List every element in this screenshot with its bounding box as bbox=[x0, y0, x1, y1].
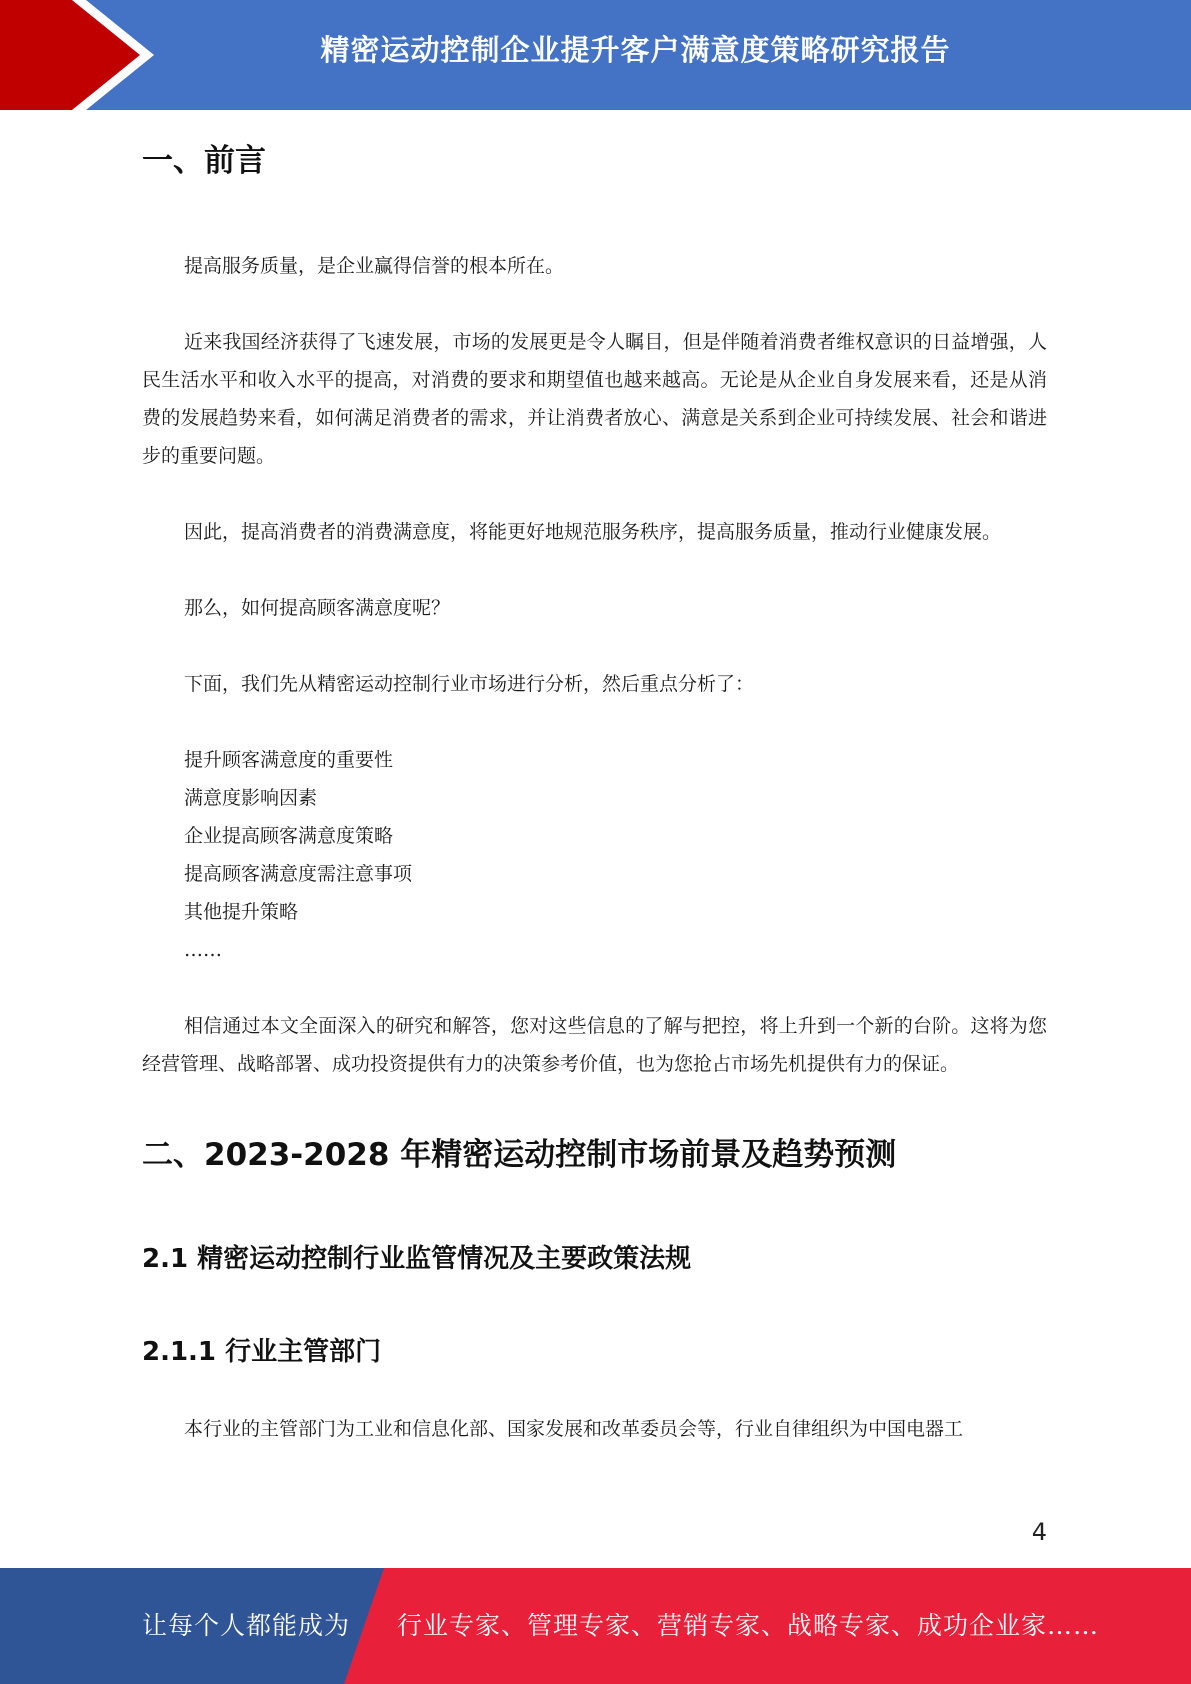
list-item: 提升顾客满意度的重要性 bbox=[184, 749, 394, 771]
paragraph: 因此，提高消费者的消费满意度，将能更好地规范服务秩序，提高服务质量，推动行业健康发展。 bbox=[184, 521, 1002, 543]
subsection-heading: 2.1 精密运动控制行业监管情况及主要政策法规 bbox=[142, 1244, 692, 1274]
page-number: 4 bbox=[1031, 1518, 1047, 1546]
list-item: 企业提高顾客满意度策略 bbox=[184, 825, 394, 847]
header-arrow-decoration bbox=[0, 0, 160, 110]
paragraph: 近来我国经济获得了飞速发展，市场的发展更是令人瞩目，但是伴随着消费者维权意识的日益增强，人民生活水平和收入水平的提高，对消费的要求和期望值也越来越高。无论是从企业自身发展来看，还是从消费的发展趋势来看，如何满足消费者的需求，并让消费者放心、满意是关系到企业可持续发展、社会和谐进步的重要问题。 bbox=[142, 331, 1047, 467]
paragraph: 下面，我们先从精密运动控制行业市场进行分析，然后重点分析了： bbox=[184, 673, 755, 695]
list-item: 满意度影响因素 bbox=[184, 787, 318, 809]
paragraph: 提高服务质量，是企业赢得信誉的根本所在。 bbox=[184, 255, 565, 277]
analysis-topic-list bbox=[142, 741, 1047, 969]
subsubsection-heading: 2.1.1 行业主管部门 bbox=[142, 1337, 382, 1367]
header-banner bbox=[0, 0, 1191, 110]
section-heading-forecast: 二、2023-2028 年精密运动控制市场前景及趋势预测 bbox=[142, 1137, 897, 1173]
report-title: 精密运动控制企业提升客户满意度策略研究报告 bbox=[320, 33, 951, 67]
page-content bbox=[142, 135, 1047, 1448]
section-heading-preface: 一、前言 bbox=[142, 143, 266, 179]
footer-slogan-right: 行业专家、管理专家、营销专家、战略专家、成功企业家…… bbox=[397, 1611, 1100, 1640]
footer-slogan-left: 让每个人都能成为 bbox=[142, 1611, 351, 1640]
list-item: 其他提升策略 bbox=[184, 901, 299, 923]
paragraph: 相信通过本文全面深入的研究和解答，您对这些信息的了解与把控，将上升到一个新的台阶。这将为您经营管理、战略部署、成功投资提供有力的决策参考价值，也为您抢占市场先机提供有力的保证。 bbox=[142, 1015, 1047, 1075]
paragraph: 本行业的主管部门为工业和信息化部、国家发展和改革委员会等，行业自律组织为中国电器工 bbox=[184, 1418, 964, 1440]
list-item: …… bbox=[184, 939, 222, 961]
list-item: 提高顾客满意度需注意事项 bbox=[184, 863, 413, 885]
footer-banner bbox=[0, 1568, 1191, 1684]
paragraph: 那么，如何提高顾客满意度呢？ bbox=[184, 597, 451, 619]
